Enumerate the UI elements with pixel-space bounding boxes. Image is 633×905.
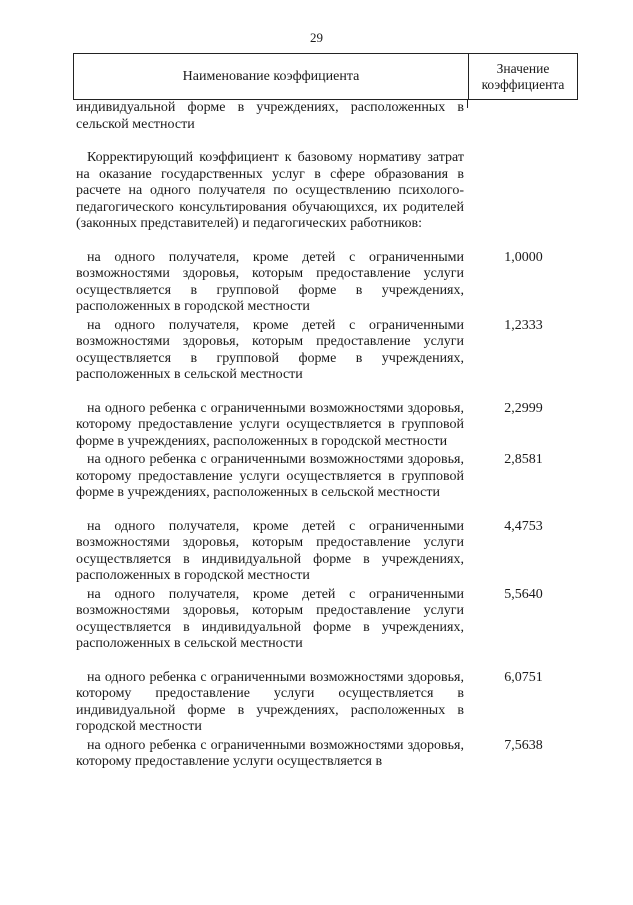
row-value: 2,2999 bbox=[504, 400, 543, 416]
row-value: 5,5640 bbox=[504, 586, 543, 602]
header-value-column bbox=[469, 54, 577, 99]
header-value-line2: коэффициента bbox=[481, 76, 565, 92]
row-name: на одного ребенка с ограниченными возможностями здоровья, которому предоставление услуги осуществляется в индивидуальной форме в учреждениях, расположенных в городской местности bbox=[76, 669, 464, 734]
table-body bbox=[76, 100, 583, 771]
row-name: на одного ребенка с ограниченными возможностями здоровья, которому предоставление услуги осуществляется в bbox=[76, 737, 464, 769]
row-value: 6,0751 bbox=[504, 669, 543, 685]
row-value: 4,4753 bbox=[504, 518, 543, 534]
table-row bbox=[76, 318, 583, 384]
table-row bbox=[76, 250, 583, 316]
table-row bbox=[76, 452, 583, 502]
table-row bbox=[76, 100, 583, 133]
table-row bbox=[76, 670, 583, 736]
row-name: на одного получателя, кроме детей с ограниченными возможностями здоровья, которым предоставление услуги осуществляется в индивидуальной форме в учреждениях, расположенных в городской местности bbox=[76, 518, 464, 583]
row-value: 7,5638 bbox=[504, 737, 543, 753]
table-row bbox=[76, 401, 583, 451]
row-name: на одного ребенка с ограниченными возможностями здоровья, которому предоставление услуги осуществляется в групповой форме в учреждениях, расположенных в городской местности bbox=[76, 400, 464, 449]
header-value-line1: Значение bbox=[496, 60, 550, 76]
table-header bbox=[73, 53, 578, 100]
row-value: 1,0000 bbox=[504, 249, 543, 265]
row-name: индивидуальной форме в учреждениях, расположенных в сельской местности bbox=[76, 100, 464, 132]
header-name-column: Наименование коэффициента bbox=[182, 68, 360, 84]
row-value: 2,8581 bbox=[504, 452, 543, 467]
row-value: 1,2333 bbox=[504, 317, 543, 333]
row-name: Корректирующий коэффициент к базовому нормативу затрат на оказание государственных услуг в сфере образования в расчете на одного получателя по осуществлению психолого-педагогического консультирования обучающихся, их родителей (законных представителей) и педагогических работников: bbox=[76, 150, 464, 231]
row-name: на одного получателя, кроме детей с ограниченными возможностями здоровья, которым предоставление услуги осуществляется в индивидуальной форме в учреждениях, расположенных в сельской местности bbox=[76, 586, 464, 651]
table-row bbox=[76, 587, 583, 653]
table-row bbox=[76, 519, 583, 585]
table-row bbox=[76, 150, 583, 233]
row-name: на одного получателя, кроме детей с ограниченными возможностями здоровья, которым предоставление услуги осуществляется в групповой форме в учреждениях, расположенных в городской местности bbox=[76, 249, 464, 314]
row-name: на одного получателя, кроме детей с ограниченными возможностями здоровья, которым предоставление услуги осуществляется в групповой форме в учреждениях, расположенных в сельской местности bbox=[76, 317, 464, 382]
page-number: 29 bbox=[310, 30, 323, 45]
row-name: на одного ребенка с ограниченными возможностями здоровья, которому предоставление услуги осуществляется в групповой форме в учреждениях, расположенных в сельской местности bbox=[76, 452, 464, 500]
table-row bbox=[76, 738, 583, 771]
